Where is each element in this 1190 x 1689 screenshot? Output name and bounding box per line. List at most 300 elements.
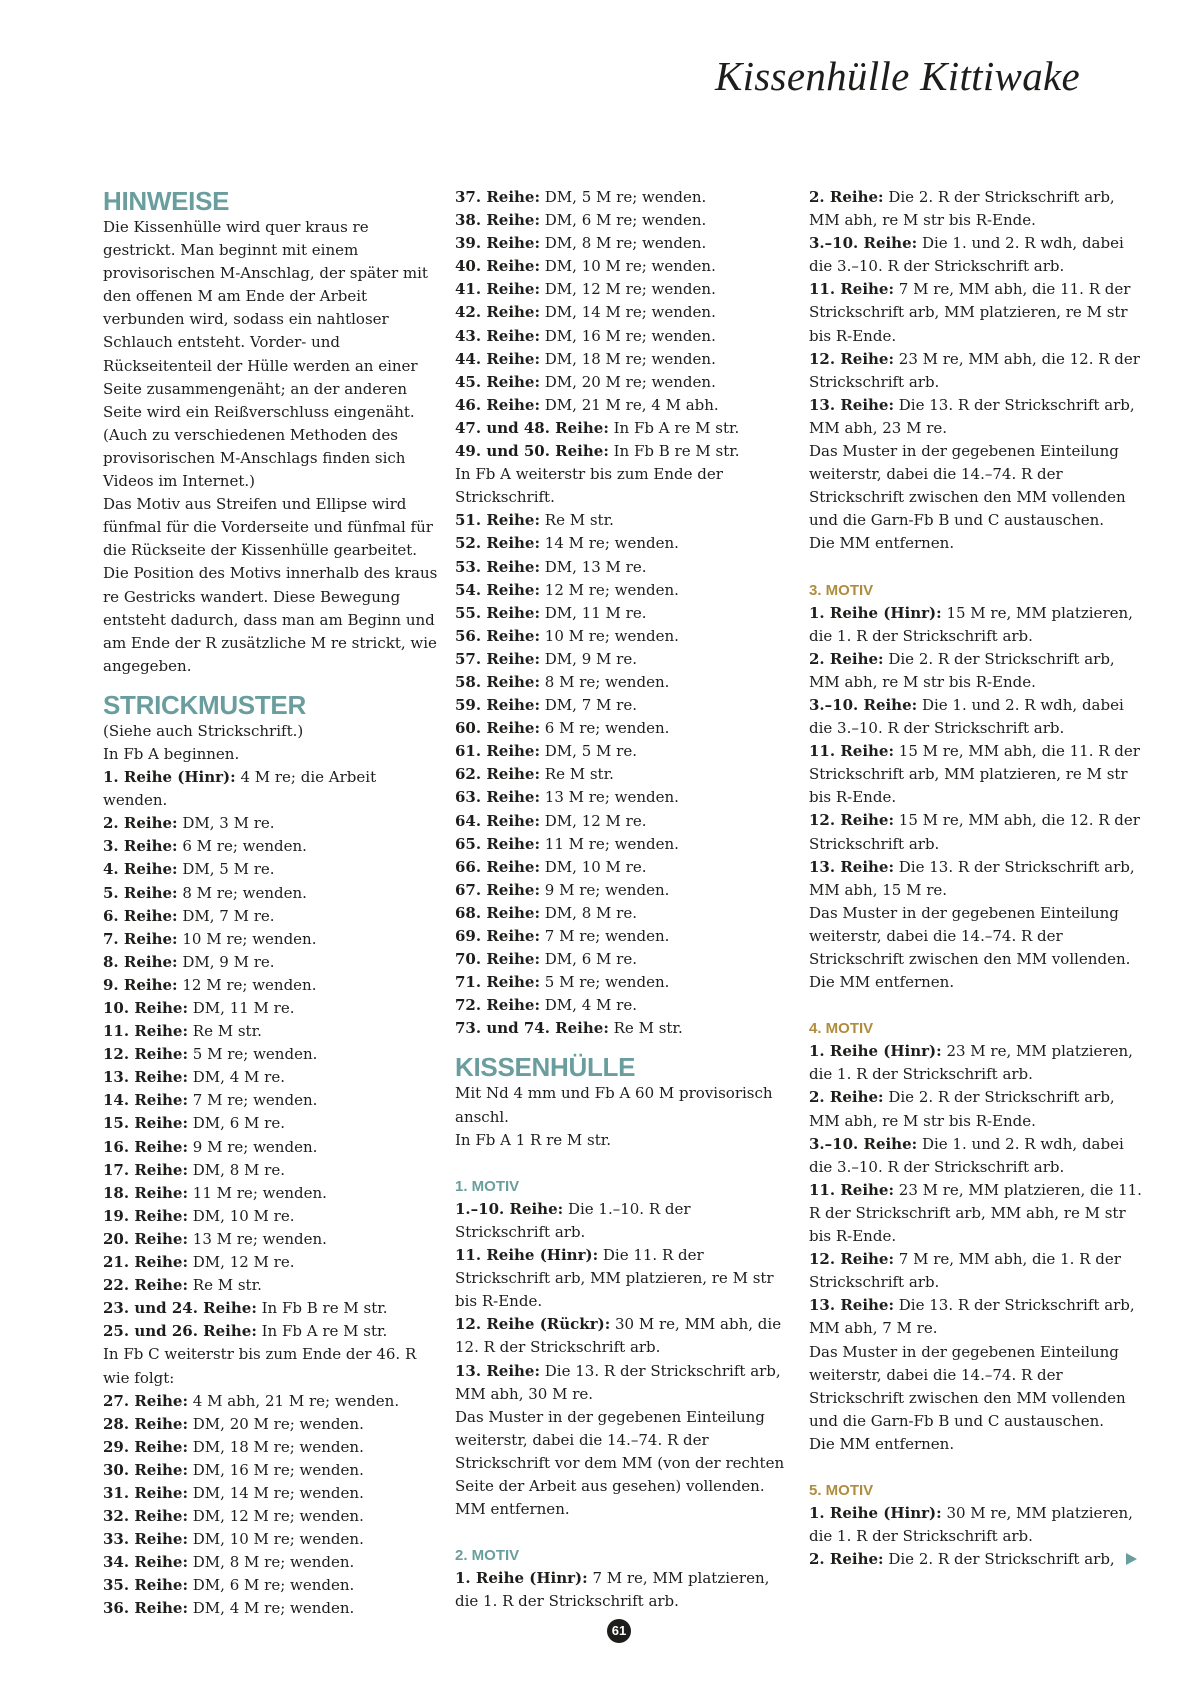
row-label: 69. Reihe:	[455, 927, 541, 945]
motiv-note: MM entfernen.	[455, 1500, 570, 1519]
row-label: 23. und 24. Reihe:	[103, 1299, 257, 1318]
row-label: 11. Reihe (Hinr):	[455, 1246, 599, 1265]
row-text: DM, 20 M re; wenden.	[188, 1414, 364, 1433]
row-list	[809, 186, 1144, 440]
row-text: DM, 10 M re.	[540, 857, 647, 876]
instruction-row	[103, 1297, 438, 1320]
row-label: 3. Reihe:	[103, 837, 178, 856]
instruction-row	[103, 1597, 438, 1620]
instruction-row	[103, 928, 438, 951]
instruction-row	[103, 1182, 438, 1205]
row-label: 11. Reihe:	[809, 280, 895, 299]
row-text: DM, 4 M re.	[188, 1068, 285, 1087]
row-text: Die 1.–10. R der Strickschrift arb.	[455, 1199, 691, 1241]
instruction-row	[455, 810, 790, 833]
kissenhuelle-heading: KISSENHÜLLE	[455, 1052, 636, 1083]
instruction-row	[809, 232, 1144, 278]
instruction-row	[455, 786, 790, 809]
row-text: DM, 8 M re; wenden.	[188, 1553, 355, 1572]
row-label: 19. Reihe:	[103, 1206, 189, 1225]
row-label: 15. Reihe:	[103, 1114, 189, 1133]
motiv-1-heading: 1. MOTIV	[455, 1177, 520, 1195]
row-text: In Fb A re M str.	[256, 1322, 388, 1341]
row-label: 12. Reihe:	[809, 349, 895, 368]
row-text: DM, 8 M re.	[188, 1160, 285, 1179]
instruction-row	[809, 1086, 1144, 1132]
instruction-row	[809, 809, 1144, 855]
instruction-row	[809, 1548, 1144, 1571]
row-label: 14. Reihe:	[103, 1091, 189, 1110]
row-label: 62. Reihe:	[455, 765, 541, 784]
kissenhuelle-intro: Mit Nd 4 mm und Fb A 60 M provisorisch anschl.	[455, 1084, 773, 1126]
row-label: 35. Reihe:	[103, 1576, 189, 1595]
row-text: 6 M re; wenden.	[177, 837, 307, 856]
row-label: 36. Reihe:	[103, 1599, 189, 1618]
row-list	[809, 602, 1144, 902]
row-text: 9 M re; wenden.	[188, 1137, 318, 1156]
row-text: Die 1. und 2. R wdh, dabei die 3.–10. R der Strickschrift arb.	[809, 695, 1124, 738]
row-label: 7. Reihe:	[103, 929, 178, 948]
row-text: DM, 6 M re.	[188, 1114, 285, 1133]
row-label: 41. Reihe:	[455, 280, 541, 299]
row-text: DM, 12 M re; wenden.	[540, 280, 716, 299]
row-text: DM, 12 M re.	[540, 811, 647, 830]
row-text: Re M str.	[540, 765, 614, 784]
instruction-row	[103, 858, 438, 881]
instruction-row	[103, 1436, 438, 1459]
row-label: 73. und 74. Reihe:	[455, 1019, 609, 1038]
row-text: DM, 6 M re.	[540, 950, 637, 969]
column-3	[809, 186, 1144, 1571]
row-text: DM, 10 M re; wenden.	[188, 1530, 364, 1549]
strickmuster-intro: (Siehe auch Strickschrift.)	[103, 721, 304, 740]
row-label: 33. Reihe:	[103, 1530, 189, 1549]
instruction-row	[103, 1020, 438, 1043]
instruction-row	[809, 394, 1144, 440]
row-label: 13. Reihe:	[103, 1068, 189, 1087]
instruction-row	[103, 951, 438, 974]
instruction-row	[103, 1112, 438, 1135]
row-list	[809, 1502, 1144, 1571]
row-label: 1. Reihe (Hinr):	[455, 1569, 588, 1588]
instruction-row	[455, 1360, 790, 1406]
row-label: 6. Reihe:	[103, 906, 178, 925]
instruction-row	[455, 440, 790, 463]
row-label: 39. Reihe:	[455, 234, 541, 253]
row-label: 30. Reihe:	[103, 1460, 189, 1479]
row-label: 40. Reihe:	[455, 257, 541, 276]
row-label: 28. Reihe:	[103, 1414, 189, 1433]
motiv-note: Die MM entfernen.	[809, 973, 955, 992]
instruction-row	[455, 1198, 790, 1244]
row-label: 25. und 26. Reihe:	[103, 1322, 257, 1341]
row-label: 13. Reihe:	[809, 857, 895, 876]
row-label: 54. Reihe:	[455, 580, 541, 599]
column-2	[455, 186, 790, 1613]
hinweise-paragraph: Die Kissenhülle wird quer kraus re gestrickt. Man beginnt mit einem provisorischen M-Anschlag, der später mit den offenen M am Ende der Arbeit verbunden wird, sodass ein nahtloser Schlauch entsteht. Vorder- und Rückseitenteil der Hülle werden an einer Seite zusammengenäht; an der anderen Seite wird ein Reißverschluss eingenäht. (Auch zu verschiedenen Methoden des provisorischen M-Anschlags finden sich Videos im Internet.)	[103, 218, 428, 491]
motiv-5-heading: 5. MOTIV	[809, 1481, 874, 1499]
row-text: 23 M re, MM platzieren, die 11. R der Strickschrift arb, MM abh, re M str bis R-Ende.	[809, 1180, 1142, 1246]
row-label: 11. Reihe:	[103, 1022, 189, 1041]
row-text: DM, 12 M re.	[188, 1253, 295, 1272]
instruction-row	[455, 602, 790, 625]
row-text: Die 13. R der Strickschrift arb, MM abh, 30 M re.	[455, 1361, 781, 1403]
row-label: 29. Reihe:	[103, 1437, 189, 1456]
row-text: Re M str.	[188, 1022, 262, 1041]
instruction-row	[809, 1179, 1144, 1248]
instruction-row	[103, 1274, 438, 1297]
row-label: 51. Reihe:	[455, 511, 541, 530]
instruction-row	[103, 1159, 438, 1182]
row-text: DM, 14 M re; wenden.	[188, 1483, 364, 1502]
row-text: DM, 6 M re; wenden.	[540, 211, 707, 230]
row-text: Die 13. R der Strickschrift arb, MM abh, 7 M re.	[809, 1296, 1135, 1338]
row-label: 2. Reihe:	[809, 188, 884, 206]
instruction-row	[103, 882, 438, 905]
motiv-note: Die MM entfernen.	[809, 534, 955, 553]
row-label: 13. Reihe:	[809, 1296, 895, 1315]
row-label: 3.–10. Reihe:	[809, 1134, 918, 1153]
row-label: 45. Reihe:	[455, 372, 541, 391]
row-text: Die 11. R der Strickschrift arb, MM platzieren, re M str bis R-Ende.	[455, 1246, 774, 1311]
hinweise-heading: HINWEISE	[103, 186, 230, 216]
instruction-row	[455, 902, 790, 925]
instruction-row	[103, 812, 438, 835]
strickmuster-heading: STRICKMUSTER	[103, 689, 306, 720]
row-text: DM, 10 M re.	[188, 1206, 295, 1225]
row-text: 10 M re; wenden.	[540, 626, 679, 645]
row-label: 57. Reihe:	[455, 649, 541, 668]
row-label: 3.–10. Reihe:	[809, 695, 918, 714]
instruction-row	[809, 1294, 1144, 1340]
row-label: 22. Reihe:	[103, 1276, 189, 1295]
row-list	[455, 186, 790, 463]
row-label: 37. Reihe:	[455, 188, 541, 206]
row-label: 2. Reihe:	[809, 1088, 884, 1107]
row-text: DM, 3 M re.	[177, 814, 275, 833]
row-text: DM, 7 M re.	[177, 906, 275, 925]
row-text: DM, 18 M re; wenden.	[540, 349, 716, 368]
row-label: 32. Reihe:	[103, 1507, 189, 1526]
row-text: Re M str.	[188, 1276, 262, 1295]
instruction-row	[809, 348, 1144, 394]
row-text: In Fb A re M str.	[608, 418, 740, 437]
kissenhuelle-intro: In Fb A 1 R re M str.	[455, 1130, 612, 1149]
instruction-row	[103, 1205, 438, 1228]
instruction-row	[455, 833, 790, 856]
row-text: 7 M re, MM abh, die 1. R der Strickschrift arb.	[809, 1250, 1121, 1292]
row-label: 34. Reihe:	[103, 1553, 189, 1572]
instruction-row	[103, 1574, 438, 1597]
row-label: 9. Reihe:	[103, 975, 178, 994]
row-label: 12. Reihe:	[809, 1250, 895, 1269]
row-label: 53. Reihe:	[455, 557, 541, 576]
row-text: 14 M re; wenden.	[540, 534, 679, 553]
row-text: Die 1. und 2. R wdh, dabei die 3.–10. R der Strickschrift arb.	[809, 1134, 1124, 1176]
row-label: 70. Reihe:	[455, 950, 541, 969]
strickmuster-intro: In Fb A beginnen.	[103, 744, 240, 763]
row-text: In Fb B re M str.	[256, 1299, 388, 1318]
instruction-row	[455, 1567, 790, 1613]
instruction-row	[455, 763, 790, 786]
instruction-row	[103, 1228, 438, 1251]
instruction-row	[455, 301, 790, 324]
instruction-row	[809, 186, 1144, 232]
instruction-row	[809, 856, 1144, 902]
motiv-3-heading: 3. MOTIV	[809, 581, 874, 599]
instruction-row	[103, 1089, 438, 1112]
row-text: 13 M re; wenden.	[540, 788, 679, 807]
row-label: 18. Reihe:	[103, 1183, 189, 1202]
instruction-row	[455, 1313, 790, 1359]
row-label: 8. Reihe:	[103, 952, 178, 971]
row-label: 38. Reihe:	[455, 211, 541, 230]
instruction-row	[455, 417, 790, 440]
row-label: 72. Reihe:	[455, 996, 541, 1015]
strickmuster-note: In Fb C weiterstr bis zum Ende der 46. R wie folgt:	[103, 1345, 417, 1387]
instruction-row	[809, 1248, 1144, 1294]
row-text: 15 M re, MM abh, die 11. R der Strickschrift arb, MM platzieren, re M str bis R-Ende.	[809, 742, 1140, 807]
instruction-row	[103, 1505, 438, 1528]
row-label: 46. Reihe:	[455, 395, 541, 414]
motiv-4-heading: 4. MOTIV	[809, 1020, 874, 1038]
row-label: 2. Reihe:	[103, 814, 178, 833]
instruction-row	[103, 1551, 438, 1574]
row-label: 58. Reihe:	[455, 672, 541, 691]
instruction-row	[455, 1244, 790, 1313]
row-label: 56. Reihe:	[455, 626, 541, 645]
row-text: DM, 13 M re.	[540, 557, 647, 576]
instruction-row	[103, 997, 438, 1020]
row-label: 20. Reihe:	[103, 1229, 189, 1248]
row-text: DM, 12 M re; wenden.	[188, 1507, 364, 1526]
row-text: DM, 5 M re.	[177, 860, 275, 879]
instruction-row	[455, 232, 790, 255]
row-text: DM, 21 M re, 4 M abh.	[540, 395, 719, 414]
row-text: DM, 16 M re; wenden.	[188, 1460, 364, 1479]
row-label: 5. Reihe:	[103, 883, 178, 902]
instruction-row	[809, 278, 1144, 347]
instruction-row	[103, 974, 438, 997]
row-text: DM, 9 M re.	[177, 952, 275, 971]
row-label: 4. Reihe:	[103, 860, 178, 879]
instruction-row	[455, 625, 790, 648]
instruction-row	[103, 905, 438, 928]
instruction-row	[455, 209, 790, 232]
row-text: DM, 11 M re.	[188, 999, 295, 1017]
row-text: DM, 10 M re; wenden.	[540, 257, 716, 276]
row-label: 65. Reihe:	[455, 834, 541, 853]
row-text: 23 M re, MM abh, die 12. R der Strickschrift arb.	[809, 349, 1140, 391]
row-text: 7 M re; wenden.	[540, 927, 670, 945]
row-text: In Fb B re M str.	[608, 442, 740, 461]
instruction-row	[103, 1066, 438, 1089]
row-label: 21. Reihe:	[103, 1253, 189, 1272]
instruction-row	[455, 186, 790, 209]
row-list	[103, 1390, 438, 1621]
instruction-row	[103, 766, 438, 812]
row-text: 7 M re, MM abh, die 11. R der Strickschrift arb, MM platzieren, re M str bis R-Ende.	[809, 280, 1131, 345]
motiv-2-heading: 2. MOTIV	[455, 1547, 520, 1565]
row-text: DM, 5 M re; wenden.	[540, 188, 707, 206]
instruction-row	[103, 1251, 438, 1274]
instruction-row	[809, 740, 1144, 809]
row-label: 61. Reihe:	[455, 742, 541, 761]
instruction-row	[809, 1040, 1144, 1086]
row-text: 12 M re; wenden.	[540, 580, 679, 599]
row-text: DM, 18 M re; wenden.	[188, 1437, 364, 1456]
page-number: 61	[607, 1619, 631, 1643]
row-list	[455, 509, 790, 1040]
instruction-row	[455, 325, 790, 348]
motiv-note: Das Muster in der gegebenen Einteilung weiterstr, dabei die 14.–74. R der Strickschrift vor dem MM (von der rechten Seite der Arbeit aus gesehen) vollenden.	[455, 1407, 785, 1495]
row-label: 68. Reihe:	[455, 903, 541, 922]
row-text: 15 M re, MM abh, die 12. R der Strickschrift arb.	[809, 811, 1140, 853]
row-label: 13. Reihe:	[809, 395, 895, 414]
row-label: 31. Reihe:	[103, 1483, 189, 1502]
row-label: 12. Reihe (Rückr):	[455, 1315, 611, 1334]
row-text: Die 2. R der Strickschrift arb, MM abh, re M str bis R-Ende.	[809, 1088, 1115, 1130]
instruction-row	[455, 348, 790, 371]
row-text: 10 M re; wenden.	[177, 929, 317, 948]
row-text: DM, 7 M re.	[540, 696, 637, 715]
instruction-row	[455, 994, 790, 1017]
row-text: 7 M re; wenden.	[188, 1091, 318, 1110]
instruction-row	[455, 371, 790, 394]
row-text: 5 M re; wenden.	[188, 1045, 318, 1064]
row-text: Die 13. R der Strickschrift arb, MM abh, 15 M re.	[809, 857, 1135, 899]
row-label: 55. Reihe:	[455, 603, 541, 622]
instruction-row	[809, 1502, 1144, 1548]
row-text: DM, 6 M re; wenden.	[188, 1576, 355, 1595]
row-text: Die 2. R der Strickschrift arb, MM abh, re M str bis R-Ende.	[809, 649, 1115, 691]
row-label: 10. Reihe:	[103, 999, 189, 1017]
row-label: 52. Reihe:	[455, 534, 541, 553]
triangle-right-icon	[1126, 1553, 1137, 1565]
row-label: 67. Reihe:	[455, 880, 541, 899]
instruction-row	[455, 879, 790, 902]
row-label: 1.–10. Reihe:	[455, 1199, 564, 1218]
row-label: 3.–10. Reihe:	[809, 234, 918, 253]
column-1	[103, 186, 438, 1621]
row-label: 43. Reihe:	[455, 326, 541, 345]
instruction-row	[455, 717, 790, 740]
row-text: 9 M re; wenden.	[540, 880, 670, 899]
instruction-row	[455, 648, 790, 671]
row-label: 60. Reihe:	[455, 719, 541, 738]
instruction-row	[809, 1133, 1144, 1179]
row-text: DM, 14 M re; wenden.	[540, 303, 716, 322]
row-label: 2. Reihe:	[809, 1550, 884, 1569]
row-list	[455, 1198, 790, 1406]
row-text: 7 M re, MM platzieren, die 1. R der Strickschrift arb.	[455, 1569, 770, 1611]
instruction-row	[455, 694, 790, 717]
row-label: 1. Reihe (Hinr):	[809, 1504, 942, 1523]
motiv-note: Das Muster in der gegebenen Einteilung weiterstr, dabei die 14.–74. R der Strickschrift zwischen den MM vollenden.	[809, 903, 1131, 968]
row-text: DM, 8 M re; wenden.	[540, 234, 707, 253]
row-text: DM, 8 M re.	[540, 903, 637, 922]
instruction-row	[455, 255, 790, 278]
motiv-note: Die MM entfernen.	[809, 1434, 955, 1453]
row-text: DM, 4 M re; wenden.	[188, 1599, 355, 1618]
row-text: 30 M re, MM abh, die 12. R der Strickschrift arb.	[455, 1315, 782, 1357]
page-title: Kissenhülle Kittiwake	[714, 53, 1080, 99]
row-text: DM, 9 M re.	[540, 649, 637, 668]
hinweise-paragraph: Das Motiv aus Streifen und Ellipse wird fünfmal für die Vorderseite und fünfmal für die Rückseite der Kissenhülle gearbeitet. Die Position des Motivs innerhalb des kraus re Gestricks wandert. Diese Bewegung entsteht dadurch, dass man am Beginn und am Ende der R zusätzliche M re strickt, wie angegeben.	[103, 495, 438, 675]
row-label: 66. Reihe:	[455, 857, 541, 876]
row-text: 6 M re; wenden.	[540, 719, 670, 738]
instruction-row	[809, 694, 1144, 740]
instruction-row	[809, 602, 1144, 648]
motiv-note: Das Muster in der gegebenen Einteilung weiterstr, dabei die 14.–74. R der Strickschrift zwischen den MM vollenden und die Garn-Fb B und C austauschen.	[809, 442, 1126, 530]
row-text: 23 M re, MM platzieren, die 1. R der Strickschrift arb.	[809, 1042, 1133, 1084]
instruction-row	[455, 278, 790, 301]
row-list	[103, 766, 438, 1343]
row-label: 64. Reihe:	[455, 811, 541, 830]
instruction-row	[103, 1413, 438, 1436]
row-text: 8 M re; wenden.	[177, 883, 307, 902]
row-text: 8 M re; wenden.	[540, 672, 670, 691]
row-label: 1. Reihe (Hinr):	[809, 603, 942, 622]
row-list	[809, 1040, 1144, 1340]
instruction-row	[103, 1136, 438, 1159]
instruction-row	[455, 948, 790, 971]
row-label: 13. Reihe:	[455, 1361, 541, 1380]
row-text: Die 2. R der Strickschrift arb,	[883, 1550, 1115, 1569]
instruction-row	[103, 1528, 438, 1551]
row-text: 5 M re; wenden.	[540, 973, 670, 992]
row-label: 59. Reihe:	[455, 696, 541, 715]
instruction-row	[103, 1043, 438, 1066]
row-text: 12 M re; wenden.	[177, 975, 317, 994]
instruction-row	[103, 1459, 438, 1482]
row-text: 11 M re; wenden.	[188, 1183, 327, 1202]
instruction-row	[103, 835, 438, 858]
row-text: Re M str.	[540, 511, 614, 530]
instruction-row	[455, 556, 790, 579]
row-label: 71. Reihe:	[455, 973, 541, 992]
row-label: 2. Reihe:	[809, 649, 884, 668]
row-text: DM, 11 M re.	[540, 603, 647, 622]
row-text: DM, 20 M re; wenden.	[540, 372, 716, 391]
instruction-row	[103, 1320, 438, 1343]
row-text: 4 M abh, 21 M re; wenden.	[188, 1391, 400, 1410]
row-text: DM, 16 M re; wenden.	[540, 326, 716, 345]
row-label: 12. Reihe:	[103, 1045, 189, 1064]
row-label: 11. Reihe:	[809, 1180, 895, 1199]
instruction-row	[455, 579, 790, 602]
row-label: 47. und 48. Reihe:	[455, 418, 609, 437]
row-label: 11. Reihe:	[809, 742, 895, 761]
instruction-row	[455, 509, 790, 532]
instruction-row	[455, 671, 790, 694]
row-text: Die 1. und 2. R wdh, dabei die 3.–10. R der Strickschrift arb.	[809, 234, 1124, 276]
row-text: Re M str.	[608, 1019, 683, 1038]
row-label: 1. Reihe (Hinr):	[103, 768, 236, 787]
row-text: 4 M re; die Arbeit wenden.	[103, 768, 377, 810]
instruction-row	[455, 925, 790, 948]
instruction-row	[455, 740, 790, 763]
row-text: DM, 5 M re.	[540, 742, 637, 761]
row-label: 1. Reihe (Hinr):	[809, 1042, 942, 1061]
row-label: 49. und 50. Reihe:	[455, 442, 609, 461]
instruction-row	[455, 971, 790, 994]
row-label: 12. Reihe:	[809, 811, 895, 830]
row-label: 27. Reihe:	[103, 1391, 189, 1410]
row-label: 16. Reihe:	[103, 1137, 189, 1156]
instruction-row	[809, 648, 1144, 694]
instruction-row	[455, 1017, 790, 1040]
